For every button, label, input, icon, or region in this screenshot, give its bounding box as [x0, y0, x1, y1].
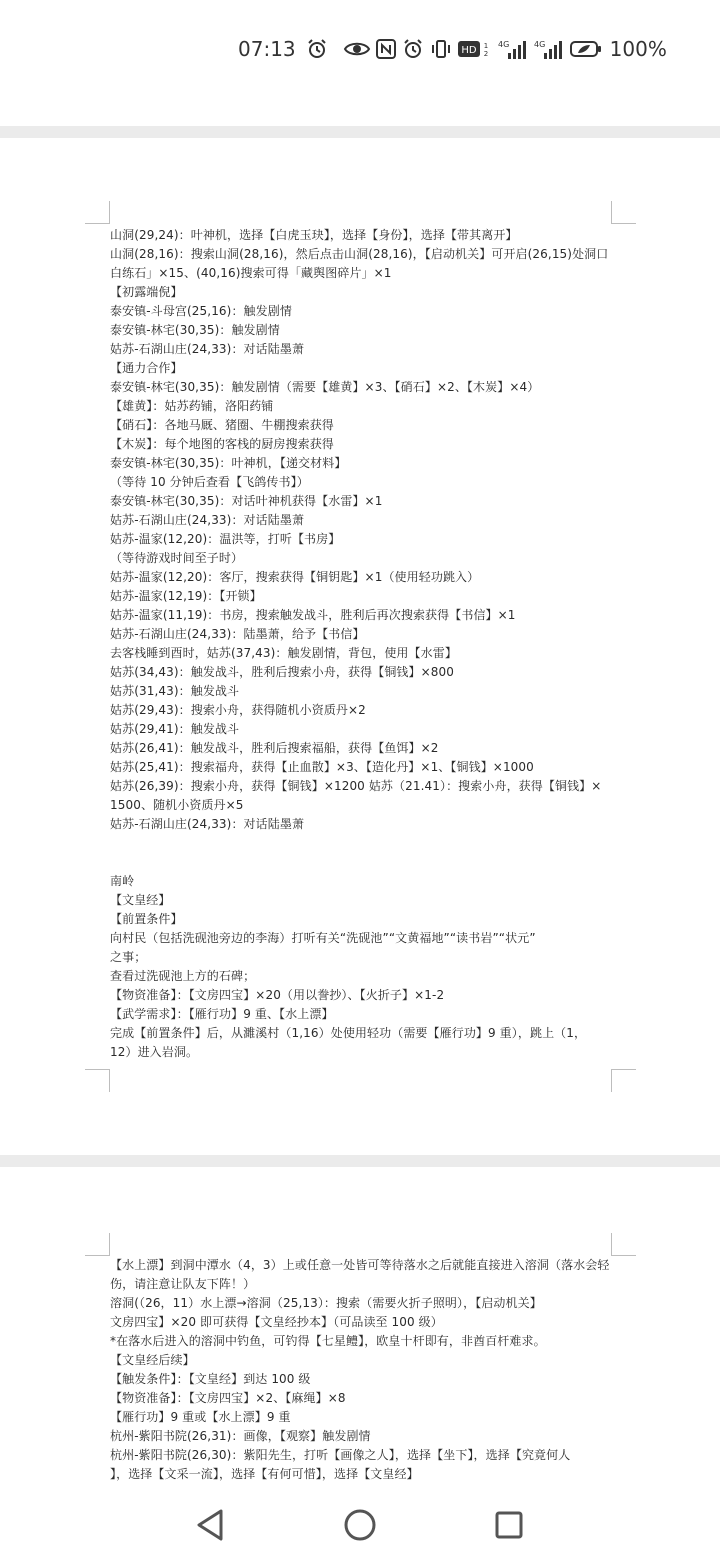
page-corner-mark [85, 1233, 110, 1256]
status-time: 07:13 [238, 37, 296, 61]
document-line: 【武学需求】：【雁行功】9 重、【水上漂】 [110, 1007, 334, 1021]
document-line: 姑苏-石湖山庄(24,33)：对话陆墨萧 [110, 513, 305, 527]
page-corner-mark [611, 1069, 636, 1092]
document-line: 白练石」×15、(40,16)搜索可得「藏舆图碎片」×1 [110, 266, 392, 280]
eye-comfort-icon [344, 38, 370, 60]
document-line: 【文皇经后续】 [110, 1353, 195, 1367]
battery-icon [570, 38, 602, 60]
recent-square-icon [494, 1510, 524, 1540]
document-line: 伤，请注意让队友下阵！） [110, 1277, 256, 1291]
document-line: 查看过洗砚池上方的石碑； [110, 969, 256, 983]
back-triangle-icon [195, 1508, 225, 1542]
document-line: 姑苏(29,43)：搜索小舟，获得随机小资质丹×2 [110, 703, 366, 717]
hd-icon [458, 38, 492, 60]
document-page-2[interactable] [0, 1167, 720, 1483]
page-corner-mark [85, 201, 110, 224]
document-line: 姑苏-温家(11,19)：书房，搜索触发战斗，胜利后再次搜索获得【书信】×1 [110, 608, 516, 622]
document-line: 1500、随机小资质丹×5 [110, 798, 244, 812]
document-line: 姑苏(29,41)：触发战斗 [110, 722, 240, 736]
nfc-icon [376, 38, 396, 60]
document-line: 姑苏-温家(12,20)：温洪等，打听【书房】 [110, 532, 341, 546]
document-line: 【物资准备】：【文房四宝】×20（用以誊抄）、【火折子】×1-2 [110, 988, 445, 1002]
document-line: 姑苏-石湖山庄(24,33)：陆墨萧，给予【书信】 [110, 627, 365, 641]
document-line: 姑苏(25,41)：搜索福舟，获得【止血散】×3、【造化丹】×1、【铜钱】×1000 [110, 760, 534, 774]
back-button[interactable] [190, 1505, 230, 1545]
document-line: 之事； [110, 950, 147, 964]
hd-label: HD [461, 45, 477, 56]
document-line: 泰安镇-林宅(30,35)：对话叶神机获得【水雷】×1 [110, 494, 383, 508]
document-line: 【硝石】：各地马厩、猪圈、牛棚搜索获得 [110, 418, 334, 432]
document-line: 【雁行功】9 重或【水上漂】9 重 [110, 1410, 291, 1424]
page-corner-mark [611, 201, 636, 224]
document-page-1[interactable] [0, 138, 720, 1155]
document-text-block [110, 1256, 618, 1503]
document-line: （等待 10 分钟后查看【飞鸽传书】） [110, 475, 309, 489]
document-line: 姑苏-温家(12,19)：【开锁】 [110, 589, 262, 603]
navigation-bar [0, 1483, 720, 1563]
document-line: 姑苏(34,43)：触发战斗，胜利后搜索小舟，获得【铜钱】×800 [110, 665, 454, 679]
document-line: 【木炭】：每个地图的客栈的厨房搜索获得 [110, 437, 334, 451]
recent-apps-button[interactable] [489, 1505, 529, 1545]
document-line: 泰安镇-林宅(30,35)：触发剧情（需要【雄黄】×3、【硝石】×2、【木炭】×4） [110, 380, 540, 394]
status-row [238, 34, 720, 64]
document-line: 泰安镇-林宅(30,35)：叶神机，【递交材料】 [110, 456, 347, 470]
document-line: 姑苏(31,43)：触发战斗 [110, 684, 240, 698]
document-line: 姑苏(26,39)：搜索小舟，获得【铜钱】×1200 姑苏（21.41）：搜索小舟，获得【铜钱】× [110, 779, 602, 793]
document-line: 向村民（包括洗砚池旁边的李海）打听有关“洗砚池”“文黄福地”“读书岩”“状元” [110, 931, 536, 945]
document-line: 去客栈睡到酉时，姑苏(37,43)：触发剧情，背包，使用【水雷】 [110, 646, 457, 660]
svg-text:1: 1 [483, 42, 488, 50]
document-line: 姑苏-温家(12,20)：客厅，搜索获得【铜钥匙】×1（使用轻功跳入） [110, 570, 480, 584]
document-line: *在落水后进入的溶洞中钓鱼，可钓得【七星鳢】，欧皇十杆即有，非酋百杆难求。 [110, 1334, 546, 1348]
document-line: 姑苏-石湖山庄(24,33)：对话陆墨萧 [110, 817, 305, 831]
document-line: 【触发条件】：【文皇经】到达 100 级 [110, 1372, 311, 1386]
document-line: 【通力合作】 [110, 361, 183, 375]
signal-icon [498, 38, 528, 60]
document-line: 【水上漂】到洞中潭水（4，3）上或任意一处皆可等待落水之后就能直接进入溶洞（落水会轻 [110, 1258, 610, 1272]
document-line: 溶洞(（26，11）水上漂→溶洞（25,13）：搜索（需要火折子照明），【启动机关】 [110, 1296, 542, 1310]
document-line: 【前置条件】 [110, 912, 183, 926]
document-line: 【物资准备】：【文房四宝】×2、【麻绳】×8 [110, 1391, 346, 1405]
document-line [110, 834, 618, 853]
document-line: 文房四宝】×20 即可获得【文皇经抄本】（可品读至 100 级） [110, 1315, 443, 1329]
home-button[interactable] [340, 1505, 380, 1545]
document-line: 山洞(29,24)：叶神机，选择【白虎玉玦】，选择【身份】，选择【带其离开】 [110, 228, 518, 242]
document-line: 泰安镇-林宅(30,35)：触发剧情 [110, 323, 280, 337]
network-label-2: 4G [533, 40, 545, 49]
document-line: 姑苏(26,41)：触发战斗，胜利后搜索福船，获得【鱼饵】×2 [110, 741, 439, 755]
document-text-block [110, 226, 618, 1062]
document-line: 【初露端倪】 [110, 285, 183, 299]
page-separator [0, 126, 720, 138]
document-line: 山洞(28,16)：搜索山洞(28,16)，然后点击山洞(28,16)，【启动机关】可开启(26,15)处洞口 [110, 247, 609, 261]
battery-percent: 100% [609, 37, 667, 61]
document-line: 完成【前置条件】后，从濉溪村（1,16）处使用轻功（需要【雁行功】9 重），跳上（1， [110, 1026, 587, 1040]
network-label-1: 4G [497, 40, 509, 49]
home-circle-icon [343, 1508, 377, 1542]
document-line: 杭州-紫阳书院(26,31)：画像，【观察】触发剧情 [110, 1429, 371, 1443]
page-corner-mark [85, 1069, 110, 1092]
page-corner-mark [611, 1233, 636, 1256]
signal-icon [534, 38, 564, 60]
vibrate-icon [430, 38, 452, 60]
document-line: 】，选择【文采一流】，选择【有何可惜】，选择【文皇经】 [110, 1467, 419, 1481]
svg-text:2: 2 [483, 50, 488, 58]
document-line: （等待游戏时间至子时） [110, 551, 244, 565]
alarm-icon [402, 38, 424, 60]
document-line: 【文皇经】 [110, 893, 171, 907]
document-line: 杭州-紫阳书院(26,30)：紫阳先生，打听【画像之人】，选择【坐下】，选择【究竟何人 [110, 1448, 571, 1462]
document-line: 南岭 [110, 874, 135, 888]
page-separator [0, 1155, 720, 1167]
alarm-icon [306, 38, 328, 60]
document-line: 泰安镇-斗母宫(25,16)：触发剧情 [110, 304, 292, 318]
status-bar [0, 0, 720, 100]
document-line: 【雄黄】：姑苏药铺，洛阳药铺 [110, 399, 274, 413]
document-line: 12）进入岩洞。 [110, 1045, 199, 1059]
document-line [110, 853, 618, 872]
document-line: 姑苏-石湖山庄(24,33)：对话陆墨萧 [110, 342, 305, 356]
